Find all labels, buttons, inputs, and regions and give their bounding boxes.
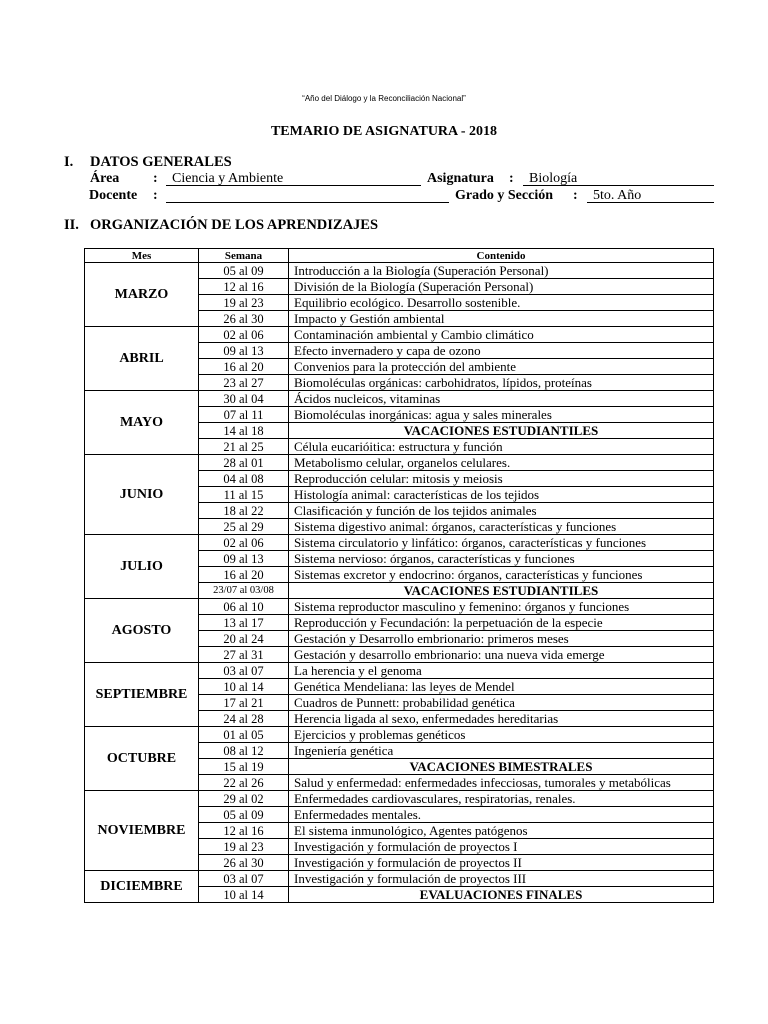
document-motto: “Año del Diálogo y la Reconciliación Nacional” [302, 94, 466, 103]
week-cell: 28 al 01 [199, 455, 289, 471]
content-cell: Biomoléculas inorgánicas: agua y sales minerales [289, 407, 714, 423]
month-cell: JULIO [85, 535, 199, 599]
content-cell: La herencia y el genoma [289, 663, 714, 679]
week-cell: 10 al 14 [199, 679, 289, 695]
content-cell: Efecto invernadero y capa de ozono [289, 343, 714, 359]
week-cell: 11 al 15 [199, 487, 289, 503]
week-cell: 26 al 30 [199, 311, 289, 327]
content-cell: Histología animal: características de los tejidos [289, 487, 714, 503]
section-organizacion [64, 217, 378, 234]
week-cell: 13 al 17 [199, 615, 289, 631]
week-cell: 19 al 23 [199, 839, 289, 855]
content-cell: Cuadros de Punnett: probabilidad genética [289, 695, 714, 711]
week-cell: 30 al 04 [199, 391, 289, 407]
month-cell: NOVIEMBRE [85, 791, 199, 871]
week-cell: 09 al 13 [199, 343, 289, 359]
docente-label: Docente [89, 188, 138, 203]
content-cell: Investigación y formulación de proyectos III [289, 871, 714, 887]
content-cell: Sistemas excretor y endocrino: órganos, características y funciones [289, 567, 714, 583]
grado-colon: : [573, 188, 578, 203]
table-row [85, 727, 714, 743]
document-title: TEMARIO DE ASIGNATURA - 2018 [270, 124, 498, 139]
week-cell: 29 al 02 [199, 791, 289, 807]
content-cell: Sistema circulatorio y linfático: órganos, características y funciones [289, 535, 714, 551]
header-mes: Mes [85, 249, 199, 263]
content-cell: Introducción a la Biología (Superación Personal) [289, 263, 714, 279]
table-header-row [85, 249, 714, 263]
week-cell: 19 al 23 [199, 295, 289, 311]
month-cell: SEPTIEMBRE [85, 663, 199, 727]
content-cell: Reproducción y Fecundación: la perpetuación de la especie [289, 615, 714, 631]
table-row [85, 871, 714, 887]
content-cell: Sistema digestivo animal: órganos, características y funciones [289, 519, 714, 535]
month-cell: OCTUBRE [85, 727, 199, 791]
content-cell: VACACIONES ESTUDIANTILES [289, 583, 714, 599]
section-number: II. [64, 217, 79, 233]
asignatura-colon: : [509, 171, 514, 186]
table-row [85, 263, 714, 279]
week-cell: 27 al 31 [199, 647, 289, 663]
content-cell: Sistema nervioso: órganos, características y funciones [289, 551, 714, 567]
grado-label: Grado y Sección [455, 188, 553, 203]
header-contenido: Contenido [289, 249, 714, 263]
content-cell: Célula eucarióitica: estructura y función [289, 439, 714, 455]
section-number: I. [64, 154, 74, 170]
content-cell: Reproducción celular: mitosis y meiosis [289, 471, 714, 487]
week-cell: 12 al 16 [199, 279, 289, 295]
week-cell: 24 al 28 [199, 711, 289, 727]
week-cell: 21 al 25 [199, 439, 289, 455]
month-cell: MARZO [85, 263, 199, 327]
week-cell: 12 al 16 [199, 823, 289, 839]
week-cell: 17 al 21 [199, 695, 289, 711]
week-cell: 16 al 20 [199, 567, 289, 583]
section-datos-generales [64, 154, 232, 171]
table-row [85, 535, 714, 551]
content-cell: Metabolismo celular, organelos celulares. [289, 455, 714, 471]
month-cell: AGOSTO [85, 599, 199, 663]
schedule-table [84, 248, 714, 903]
week-cell: 10 al 14 [199, 887, 289, 903]
month-cell: ABRIL [85, 327, 199, 391]
content-cell: EVALUACIONES FINALES [289, 887, 714, 903]
week-cell: 04 al 08 [199, 471, 289, 487]
content-cell: Contaminación ambiental y Cambio climático [289, 327, 714, 343]
month-cell: MAYO [85, 391, 199, 455]
content-cell: Ingeniería genética [289, 743, 714, 759]
week-cell: 05 al 09 [199, 263, 289, 279]
content-cell: Herencia ligada al sexo, enfermedades hereditarias [289, 711, 714, 727]
week-cell: 23 al 27 [199, 375, 289, 391]
content-cell: Clasificación y función de los tejidos animales [289, 503, 714, 519]
week-cell: 15 al 19 [199, 759, 289, 775]
week-cell: 01 al 05 [199, 727, 289, 743]
week-cell: 26 al 30 [199, 855, 289, 871]
area-label: Área [90, 171, 120, 186]
docente-value [166, 189, 449, 203]
content-cell: Genética Mendeliana: las leyes de Mendel [289, 679, 714, 695]
section-heading: DATOS GENERALES [90, 154, 232, 170]
week-cell: 03 al 07 [199, 663, 289, 679]
table-row [85, 327, 714, 343]
asignatura-value: Biología [523, 172, 714, 186]
content-cell: Investigación y formulación de proyectos II [289, 855, 714, 871]
content-cell: VACACIONES BIMESTRALES [289, 759, 714, 775]
month-cell: DICIEMBRE [85, 871, 199, 903]
week-cell: 03 al 07 [199, 871, 289, 887]
header-semana: Semana [199, 249, 289, 263]
week-cell: 14 al 18 [199, 423, 289, 439]
week-cell: 08 al 12 [199, 743, 289, 759]
month-cell: JUNIO [85, 455, 199, 535]
content-cell: Ácidos nucleicos, vitaminas [289, 391, 714, 407]
content-cell: Enfermedades mentales. [289, 807, 714, 823]
content-cell: Salud y enfermedad: enfermedades infecciosas, tumorales y metabólicas [289, 775, 714, 791]
content-cell: Investigación y formulación de proyectos I [289, 839, 714, 855]
table-row [85, 663, 714, 679]
week-cell: 22 al 26 [199, 775, 289, 791]
content-cell: Ejercicios y problemas genéticos [289, 727, 714, 743]
content-cell: Enfermedades cardiovasculares, respiratorias, renales. [289, 791, 714, 807]
section-heading: ORGANIZACIÓN DE LOS APRENDIZAJES [90, 217, 379, 233]
content-cell: Equilibrio ecológico. Desarrollo sostenible. [289, 295, 714, 311]
content-cell: Gestación y Desarrollo embrionario: primeros meses [289, 631, 714, 647]
week-cell: 06 al 10 [199, 599, 289, 615]
week-cell: 09 al 13 [199, 551, 289, 567]
content-cell: El sistema inmunológico, Agentes patógenos [289, 823, 714, 839]
week-cell: 23/07 al 03/08 [199, 583, 289, 599]
table-row [85, 391, 714, 407]
content-cell: VACACIONES ESTUDIANTILES [289, 423, 714, 439]
table-body [85, 263, 714, 903]
grado-value: 5to. Año [587, 189, 714, 203]
week-cell: 16 al 20 [199, 359, 289, 375]
content-cell: División de la Biología (Superación Personal) [289, 279, 714, 295]
week-cell: 25 al 29 [199, 519, 289, 535]
docente-colon: : [153, 188, 158, 203]
table-row [85, 599, 714, 615]
week-cell: 20 al 24 [199, 631, 289, 647]
week-cell: 05 al 09 [199, 807, 289, 823]
asignatura-label: Asignatura [427, 171, 494, 186]
week-cell: 02 al 06 [199, 535, 289, 551]
content-cell: Biomoléculas orgánicas: carbohidratos, lípidos, proteínas [289, 375, 714, 391]
week-cell: 18 al 22 [199, 503, 289, 519]
area-colon: : [153, 171, 158, 186]
table-row [85, 455, 714, 471]
area-value: Ciencia y Ambiente [166, 172, 421, 186]
table-row [85, 791, 714, 807]
content-cell: Sistema reproductor masculino y femenino: órganos y funciones [289, 599, 714, 615]
week-cell: 02 al 06 [199, 327, 289, 343]
content-cell: Gestación y desarrollo embrionario: una nueva vida emerge [289, 647, 714, 663]
content-cell: Impacto y Gestión ambiental [289, 311, 714, 327]
content-cell: Convenios para la protección del ambiente [289, 359, 714, 375]
week-cell: 07 al 11 [199, 407, 289, 423]
